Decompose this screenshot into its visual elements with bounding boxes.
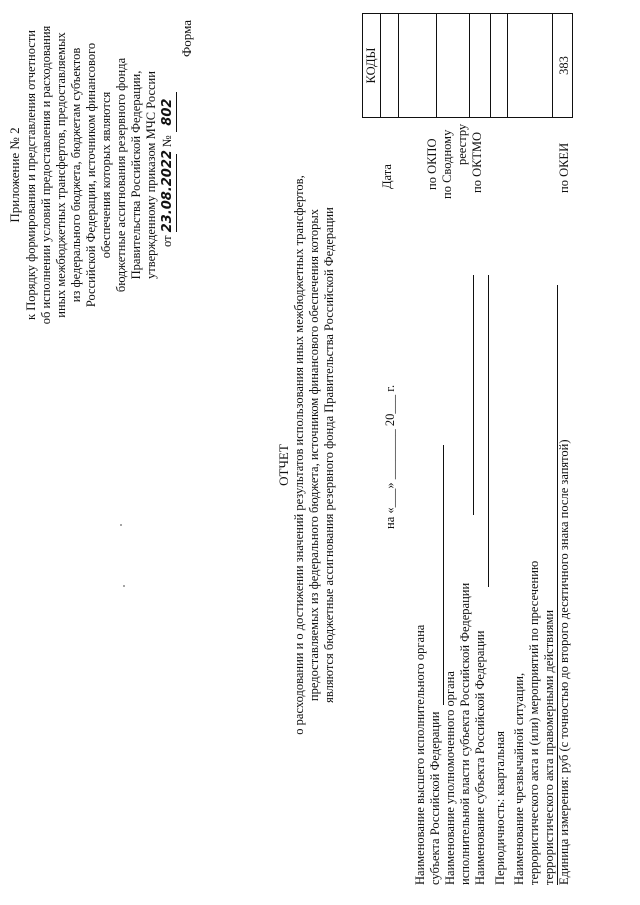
date-label: Дата — [380, 164, 394, 189]
appendix-line-4: из федерального бюджета, бюджетам субъектов — [69, 47, 83, 303]
codes-header: КОДЫ — [364, 47, 378, 84]
codes-row-line — [436, 13, 437, 118]
order-no-label: № — [160, 135, 174, 148]
code-label-okpo: по ОКПО — [425, 138, 439, 190]
scan-speck — [120, 524, 122, 526]
codes-row-line — [398, 13, 399, 118]
field-authorized-body-underline — [473, 275, 474, 515]
order-date: 23.08.2022 — [160, 150, 175, 233]
codes-row-line — [380, 13, 381, 118]
code-label-okei: по ОКЕИ — [557, 142, 571, 193]
field-emergency-line3: террористического акта правомерными действиями — [542, 609, 556, 885]
field-unit: Единица измерения: руб (с точностью до второго десятичного знака после запятой) — [557, 439, 571, 885]
field-higher-body-line1: Наименование высшего исполнительного органа — [413, 624, 427, 885]
codes-row-line — [490, 13, 491, 118]
codes-row-line — [507, 13, 508, 118]
appendix-title: Приложение № 2 — [7, 127, 22, 223]
order-prefix: от — [160, 235, 174, 247]
appendix-line-7: бюджетные ассигнования резервного фонда — [114, 57, 128, 293]
codes-table — [362, 13, 573, 118]
scan-speck — [123, 585, 125, 587]
field-subject-underline — [488, 275, 489, 587]
code-label-reestr: реестру — [455, 123, 469, 165]
field-emergency-line1: Наименование чрезвычайной ситуации, — [512, 672, 526, 885]
field-emergency-line2: террористического акта и (или) мероприятий по пресечению — [527, 560, 541, 885]
appendix-line-9: утвержденному приказом МЧС России — [144, 71, 158, 279]
appendix-line-1: к Порядку формирования и представления отчетности — [24, 30, 38, 320]
codes-row-line — [469, 13, 470, 118]
field-higher-body-line2: субъекта Российской Федерации — [428, 711, 442, 885]
order-line — [160, 47, 177, 247]
field-higher-body-underline — [443, 445, 444, 705]
field-authorized-body-line2: исполнительной власти субъекта Российской Федерации — [458, 582, 472, 885]
form-label: Форма — [179, 20, 194, 57]
okei-code-value: 383 — [557, 56, 571, 75]
appendix-line-5: Российской Федерации, источником финансового — [84, 42, 98, 308]
report-subtitle-1: о расходовании и о достижении значений результатов использования иных межбюджетных трансфертов, — [292, 175, 306, 735]
appendix-line-2: об исполнении условий предоставления и расходования — [39, 25, 53, 325]
report-date-line: на «___» ________ 20___ г. — [383, 384, 397, 529]
appendix-line-8: Правительства Российской Федерации, — [129, 70, 143, 280]
report-subtitle-2: предоставляемых из федерального бюджета, источником финансового обеспечения которых — [307, 208, 321, 702]
report-subtitle-3: являются бюджетные ассигнования резервного фонда Правительства Российской Федерации — [322, 207, 336, 703]
field-subject-name: Наименование субъекта Российской Федерации — [473, 630, 487, 885]
code-label-oktmo: по ОКТМО — [470, 131, 484, 193]
field-authorized-body-line1: Наименование уполномоченного органа — [443, 671, 457, 885]
order-number: 802 — [161, 92, 177, 132]
codes-row-line — [552, 13, 553, 118]
code-label-svodny: по Сводному — [440, 129, 454, 199]
appendix-line-3: иных межбюджетных трансфертов, предоставляемых — [54, 32, 68, 318]
appendix-line-6: обеспечения которых являются — [99, 91, 113, 259]
report-title: ОТЧЕТ — [276, 444, 291, 486]
field-periodicity: Периодичность: квартальная — [493, 731, 507, 885]
